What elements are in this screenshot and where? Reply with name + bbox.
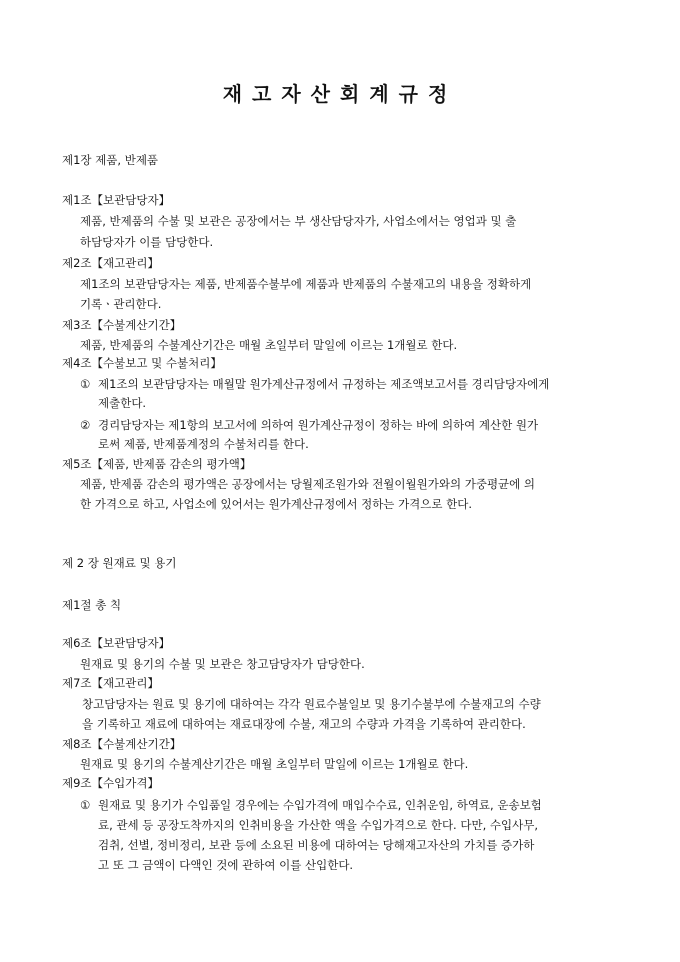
article-4-heading: 제4조【수불보고 및 수불처리】 xyxy=(62,356,222,370)
article-7-line-1: 창고담당자는 원료 및 용기에 대하여는 각각 원료수불일보 및 용기수불부에 수불재고의 수량 xyxy=(82,697,541,711)
article-3-heading: 제3조【수불계산기간】 xyxy=(62,318,182,332)
chapter-1-heading: 제1장 제품, 반제품 xyxy=(62,153,159,167)
article-4-item-1-number: ① xyxy=(80,377,91,391)
article-2-line-2: 기록ㆍ관리한다. xyxy=(80,297,162,311)
article-5-heading: 제5조【제품, 반제품 감손의 평가액】 xyxy=(62,457,252,471)
article-4-item-2-line-2: 로써 제품, 반제품계정의 수불처리를 한다. xyxy=(98,437,309,451)
article-2-heading: 제2조【재고관리】 xyxy=(62,256,159,270)
article-9-item-1-line-4: 고 또 그 금액이 다액인 것에 관하여 이를 산입한다. xyxy=(98,858,354,872)
article-6-heading: 제6조【보관담당자】 xyxy=(62,636,171,650)
document-title: 재고자산회계규정 xyxy=(222,82,458,106)
article-8-heading: 제8조【수불계산기간】 xyxy=(62,737,182,751)
article-1-heading: 제1조【보관담당자】 xyxy=(62,193,171,207)
article-2-line-1: 제1조의 보관담당자는 제품, 반제품수불부에 제품과 반제품의 수불재고의 내용을 정확하게 xyxy=(80,277,532,291)
article-6-line-1: 원재료 및 용기의 수불 및 보관은 창고담당자가 담당한다. xyxy=(80,657,365,671)
article-9-item-1-line-3: 검취, 선별, 정비정리, 보관 등에 소요된 비용에 대하여는 당해재고자산의 가치를 증가하 xyxy=(98,838,535,852)
article-1-line-1: 제품, 반제품의 수불 및 보관은 공장에서는 부 생산담당자가, 사업소에서는 영업과 및 출 xyxy=(80,214,517,228)
article-4-item-2-number: ② xyxy=(80,418,91,432)
chapter-2-heading: 제 2 장 원재료 및 용기 xyxy=(62,556,177,570)
article-9-heading: 제9조【수입가격】 xyxy=(62,776,159,790)
article-7-line-2: 을 기록하고 재료에 대하여는 재료대장에 수불, 재고의 수량과 가격을 기록하여 관리한다. xyxy=(82,717,526,731)
article-9-item-1-number: ① xyxy=(80,798,91,812)
article-4-item-1-line-2: 제출한다. xyxy=(98,396,147,410)
article-9-item-1-line-2: 료, 관세 등 공장도착까지의 인취비용을 가산한 액을 수입가격으로 한다. 다만, 수입사무, xyxy=(98,818,538,832)
article-3-line-1: 제품, 반제품의 수불계산기간은 매월 초일부터 말일에 이르는 1개월로 한다. xyxy=(80,338,458,352)
article-7-heading: 제7조【재고관리】 xyxy=(62,676,159,690)
article-8-line-1: 원재료 및 용기의 수불계산기간은 매월 초일부터 말일에 이르는 1개월로 한다. xyxy=(80,757,469,771)
article-5-line-1: 제품, 반제품 감손의 평가액은 공장에서는 당월제조원가와 전월이월원가와의 가중평균에 의 xyxy=(80,477,536,491)
section-1-heading: 제1절 총 칙 xyxy=(62,598,122,612)
article-4-item-2-line-1: 경리담당자는 제1항의 보고서에 의하여 원가계산규정이 정하는 바에 의하여 계산한 원가 xyxy=(98,418,539,432)
article-1-line-2: 하담당자가 이를 담당한다. xyxy=(80,235,214,249)
article-9-item-1-line-1: 원재료 및 용기가 수입품일 경우에는 수입가격에 매입수수료, 인취운임, 하역료, 운송보험 xyxy=(98,798,542,812)
article-4-item-1-line-1: 제1조의 보관담당자는 매월말 원가계산규정에서 규정하는 제조액보고서를 경리담당자에게 xyxy=(98,377,550,391)
article-5-line-2: 한 가격으로 하고, 사업소에 있어서는 원가계산규정에서 정하는 가격으로 한다. xyxy=(80,497,473,511)
